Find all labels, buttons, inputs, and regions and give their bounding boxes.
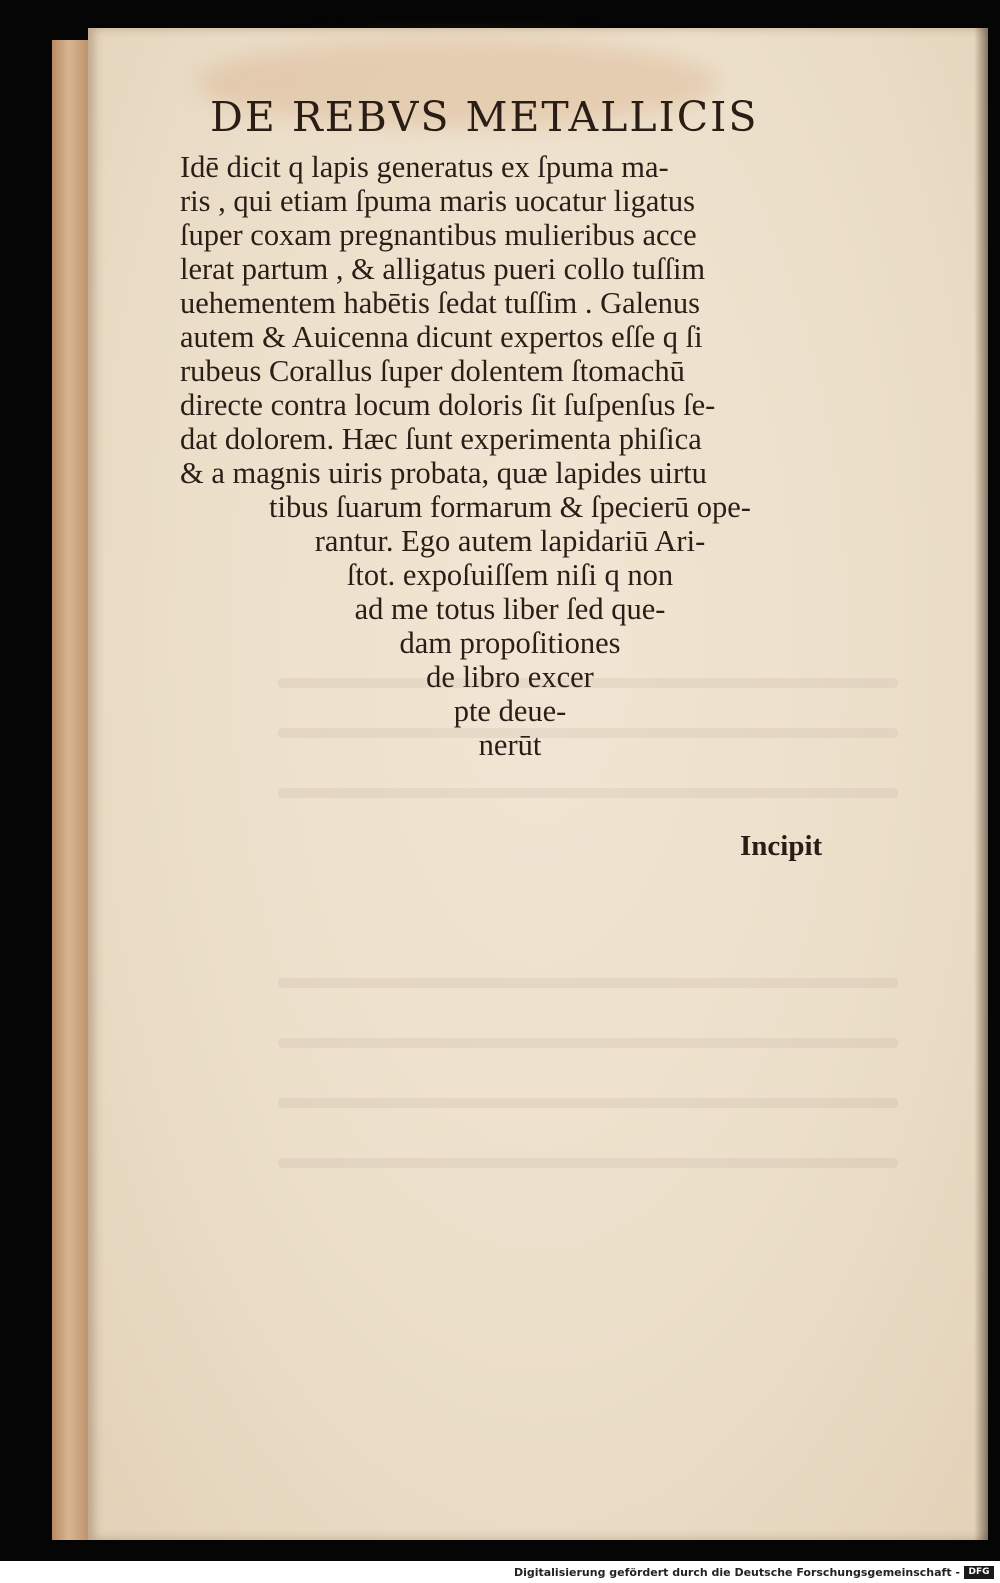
text-line: dam propoſitiones xyxy=(399,626,621,660)
text-line: ris , qui etiam ſpuma maris uocatur ligatus xyxy=(180,184,696,218)
text-line: ſtot. expoſuiſſem niſi q non xyxy=(346,558,674,592)
digitization-footer xyxy=(0,1561,1000,1583)
running-heading: DE REBVS METALLICIS xyxy=(210,93,759,141)
text-line: nerūt xyxy=(478,728,542,762)
text-line: & a magnis uiris probata, quæ lapides uirtu xyxy=(180,456,707,490)
show-through-line xyxy=(278,788,898,798)
show-through-line xyxy=(278,978,898,988)
show-through-line xyxy=(278,1158,898,1168)
page-gutter-shadow xyxy=(974,28,988,1540)
show-through-line xyxy=(278,1038,898,1048)
text-line: Idē dicit q lapis generatus ex ſpuma ma- xyxy=(180,150,669,184)
text-line: ſuper coxam pregnantibus mulieribus acce xyxy=(180,218,697,252)
body-text xyxy=(180,150,840,762)
text-line: rantur. Ego autem lapidariū Ari- xyxy=(314,524,706,558)
dfg-logo: DFG xyxy=(964,1566,994,1579)
text-line: dat dolorem. Hæc ſunt experimenta phiſica xyxy=(180,422,702,456)
text-line: lerat partum , & alligatus pueri collo tuſſim xyxy=(180,252,706,286)
text-line: rubeus Corallus ſuper dolentem ſtomachū xyxy=(180,354,685,388)
text-line: ad me totus liber ſed que- xyxy=(354,592,666,626)
text-line: tibus ſuarum formarum & ſpecierū ope- xyxy=(269,490,751,524)
show-through-line xyxy=(278,1098,898,1108)
text-line: de libro excer xyxy=(426,660,594,694)
text-line: pte deue- xyxy=(453,694,567,728)
text-line: directe contra locum doloris ſit ſuſpenſus ſe- xyxy=(180,388,716,422)
funding-credit: Digitalisierung gefördert durch die Deutsche Forschungsgemeinschaft - xyxy=(513,1566,960,1579)
text-line: uehementem habētis ſedat tuſſim . Galenus xyxy=(180,286,701,320)
text-line: autem & Auicenna dicunt expertos eſſe q ſi xyxy=(180,320,703,354)
catchword: Incipit xyxy=(740,830,823,862)
